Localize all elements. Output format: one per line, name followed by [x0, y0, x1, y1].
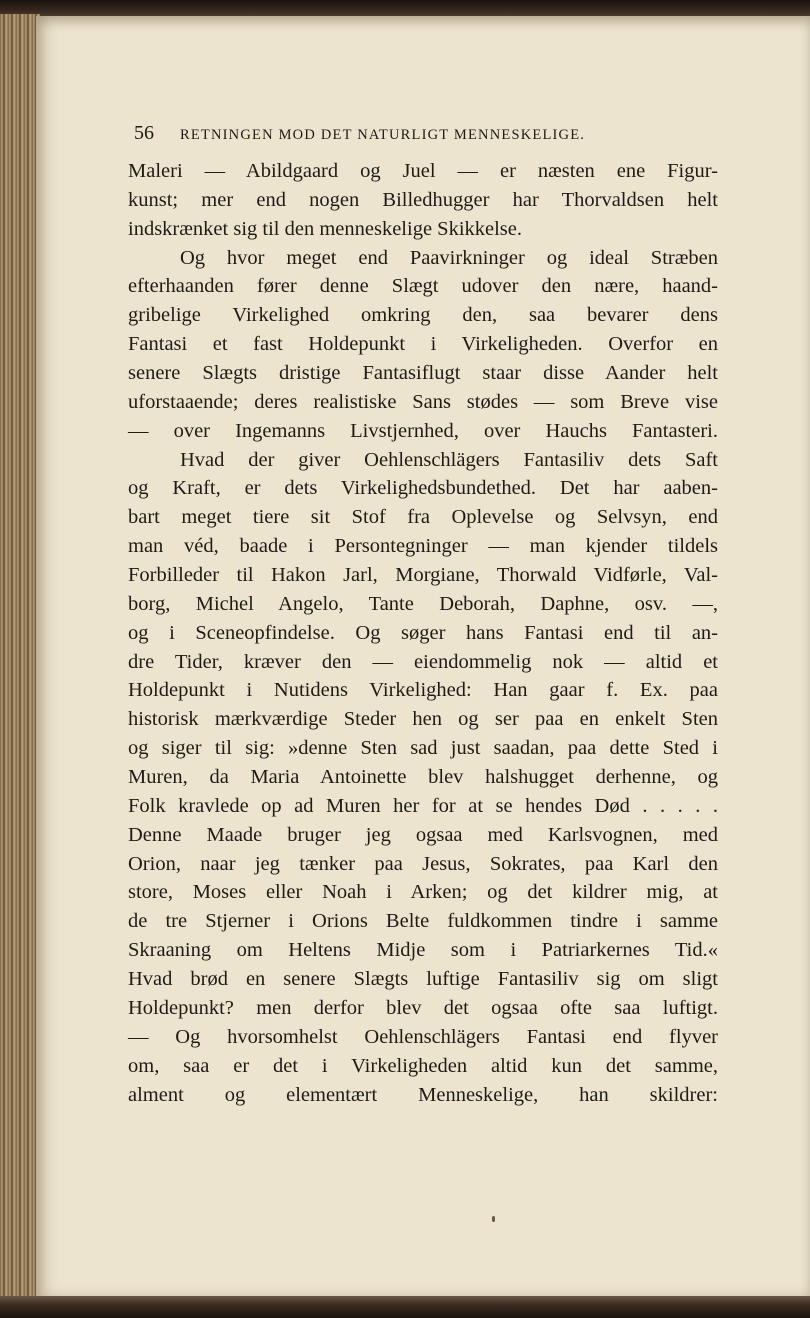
text-line: Denne Maade bruger jeg ogsaa med Karlsvognen, med [128, 823, 718, 846]
text-line: alment og elementært Menneskelige, han skildrer: [128, 1083, 718, 1106]
text-line: man véd, baade i Persontegninger — man kjender tildels [128, 535, 718, 558]
text-line: Maleri — Abildgaard og Juel — er næsten ene Figur- [128, 160, 718, 182]
text-line: og siger til sig: »denne Sten sad just saadan, paa dette Sted i [128, 737, 718, 760]
book-spine-edge [0, 14, 40, 1304]
text-line: kunst; mer end nogen Billedhugger har Thorvaldsen helt [128, 188, 718, 211]
running-head-title: RETNINGEN MOD DET NATURLIGT MENNESKELIGE. [180, 127, 586, 143]
text-line: historisk mærkværdige Steder hen og ser paa en enkelt Sten [128, 708, 718, 731]
text-line: indskrænket sig til den menneskelige Skikkelse. [128, 217, 523, 240]
text-line: efterhaanden fører denne Slægt udover den nære, haand- [128, 275, 718, 298]
text-line: uforstaaende; deres realistiske Sans stødes — som Breve vise [128, 390, 718, 413]
text-line: Skraaning om Heltens Midje som i Patriarkernes Tid.« [128, 939, 718, 962]
paper-speck [492, 1216, 495, 1222]
text-line: de tre Stjerner i Orions Belte fuldkommen tindre i samme [128, 910, 718, 933]
text-line: og Kraft, er dets Virkelighedsbundethed. Det har aaben- [128, 477, 718, 500]
text-line: Hvad der giver Oehlenschlägers Fantasiliv dets Saft [180, 448, 718, 471]
text-line: Muren, da Maria Antoinette blev halshugget derhenne, og [128, 766, 718, 789]
text-line: om, saa er det i Virkeligheden altid kun det samme, [128, 1054, 718, 1077]
page-number: 56 [134, 122, 154, 144]
text-line: Fantasi et fast Holdepunkt i Virkeligheden. Overfor en [128, 333, 718, 356]
bottom-page-edge [0, 1296, 810, 1318]
text-line: Holdepunkt? men derfor blev det ogsaa ofte saa luftigt. [128, 996, 718, 1019]
text-line: Holdepunkt i Nutidens Virkelighed: Han gaar f. Ex. paa [128, 679, 718, 702]
body-text [128, 157, 718, 1109]
text-line: gribelige Virkelighed omkring den, saa bevarer dens [128, 304, 718, 327]
text-line: dre Tider, kræver den — eiendommelig nok — altid et [128, 650, 718, 673]
text-line: bart meget tiere sit Stof fra Oplevelse og Selvsyn, end [128, 506, 718, 529]
text-line: og i Sceneopfindelse. Og søger hans Fantasi end til an- [128, 621, 718, 644]
text-line: Og hvor meget end Paavirkninger og ideal Stræben [180, 246, 718, 269]
text-line: Orion, naar jeg tænker paa Jesus, Sokrates, paa Karl den [128, 852, 718, 875]
text-line: store, Moses eller Noah i Arken; og det kildrer mig, at [128, 881, 718, 904]
text-line: Forbilleder til Hakon Jarl, Morgiane, Thorwald Vidførle, Val- [128, 564, 718, 587]
text-line: Hvad brød en senere Slægts luftige Fantasiliv sig om sligt [128, 968, 718, 991]
running-head [134, 122, 694, 145]
text-line: Folk kravlede op ad Muren her for at se hendes Død . . . . . [128, 794, 718, 817]
text-line: — Og hvorsomhelst Oehlenschlägers Fantasi end flyver [128, 1025, 718, 1048]
text-line: senere Slægts dristige Fantasiflugt staar disse Aander helt [128, 362, 718, 385]
text-line: — over Ingemanns Livstjernhed, over Hauchs Fantasteri. [128, 419, 718, 442]
text-line: borg, Michel Angelo, Tante Deborah, Daphne, osv. —, [128, 592, 718, 615]
